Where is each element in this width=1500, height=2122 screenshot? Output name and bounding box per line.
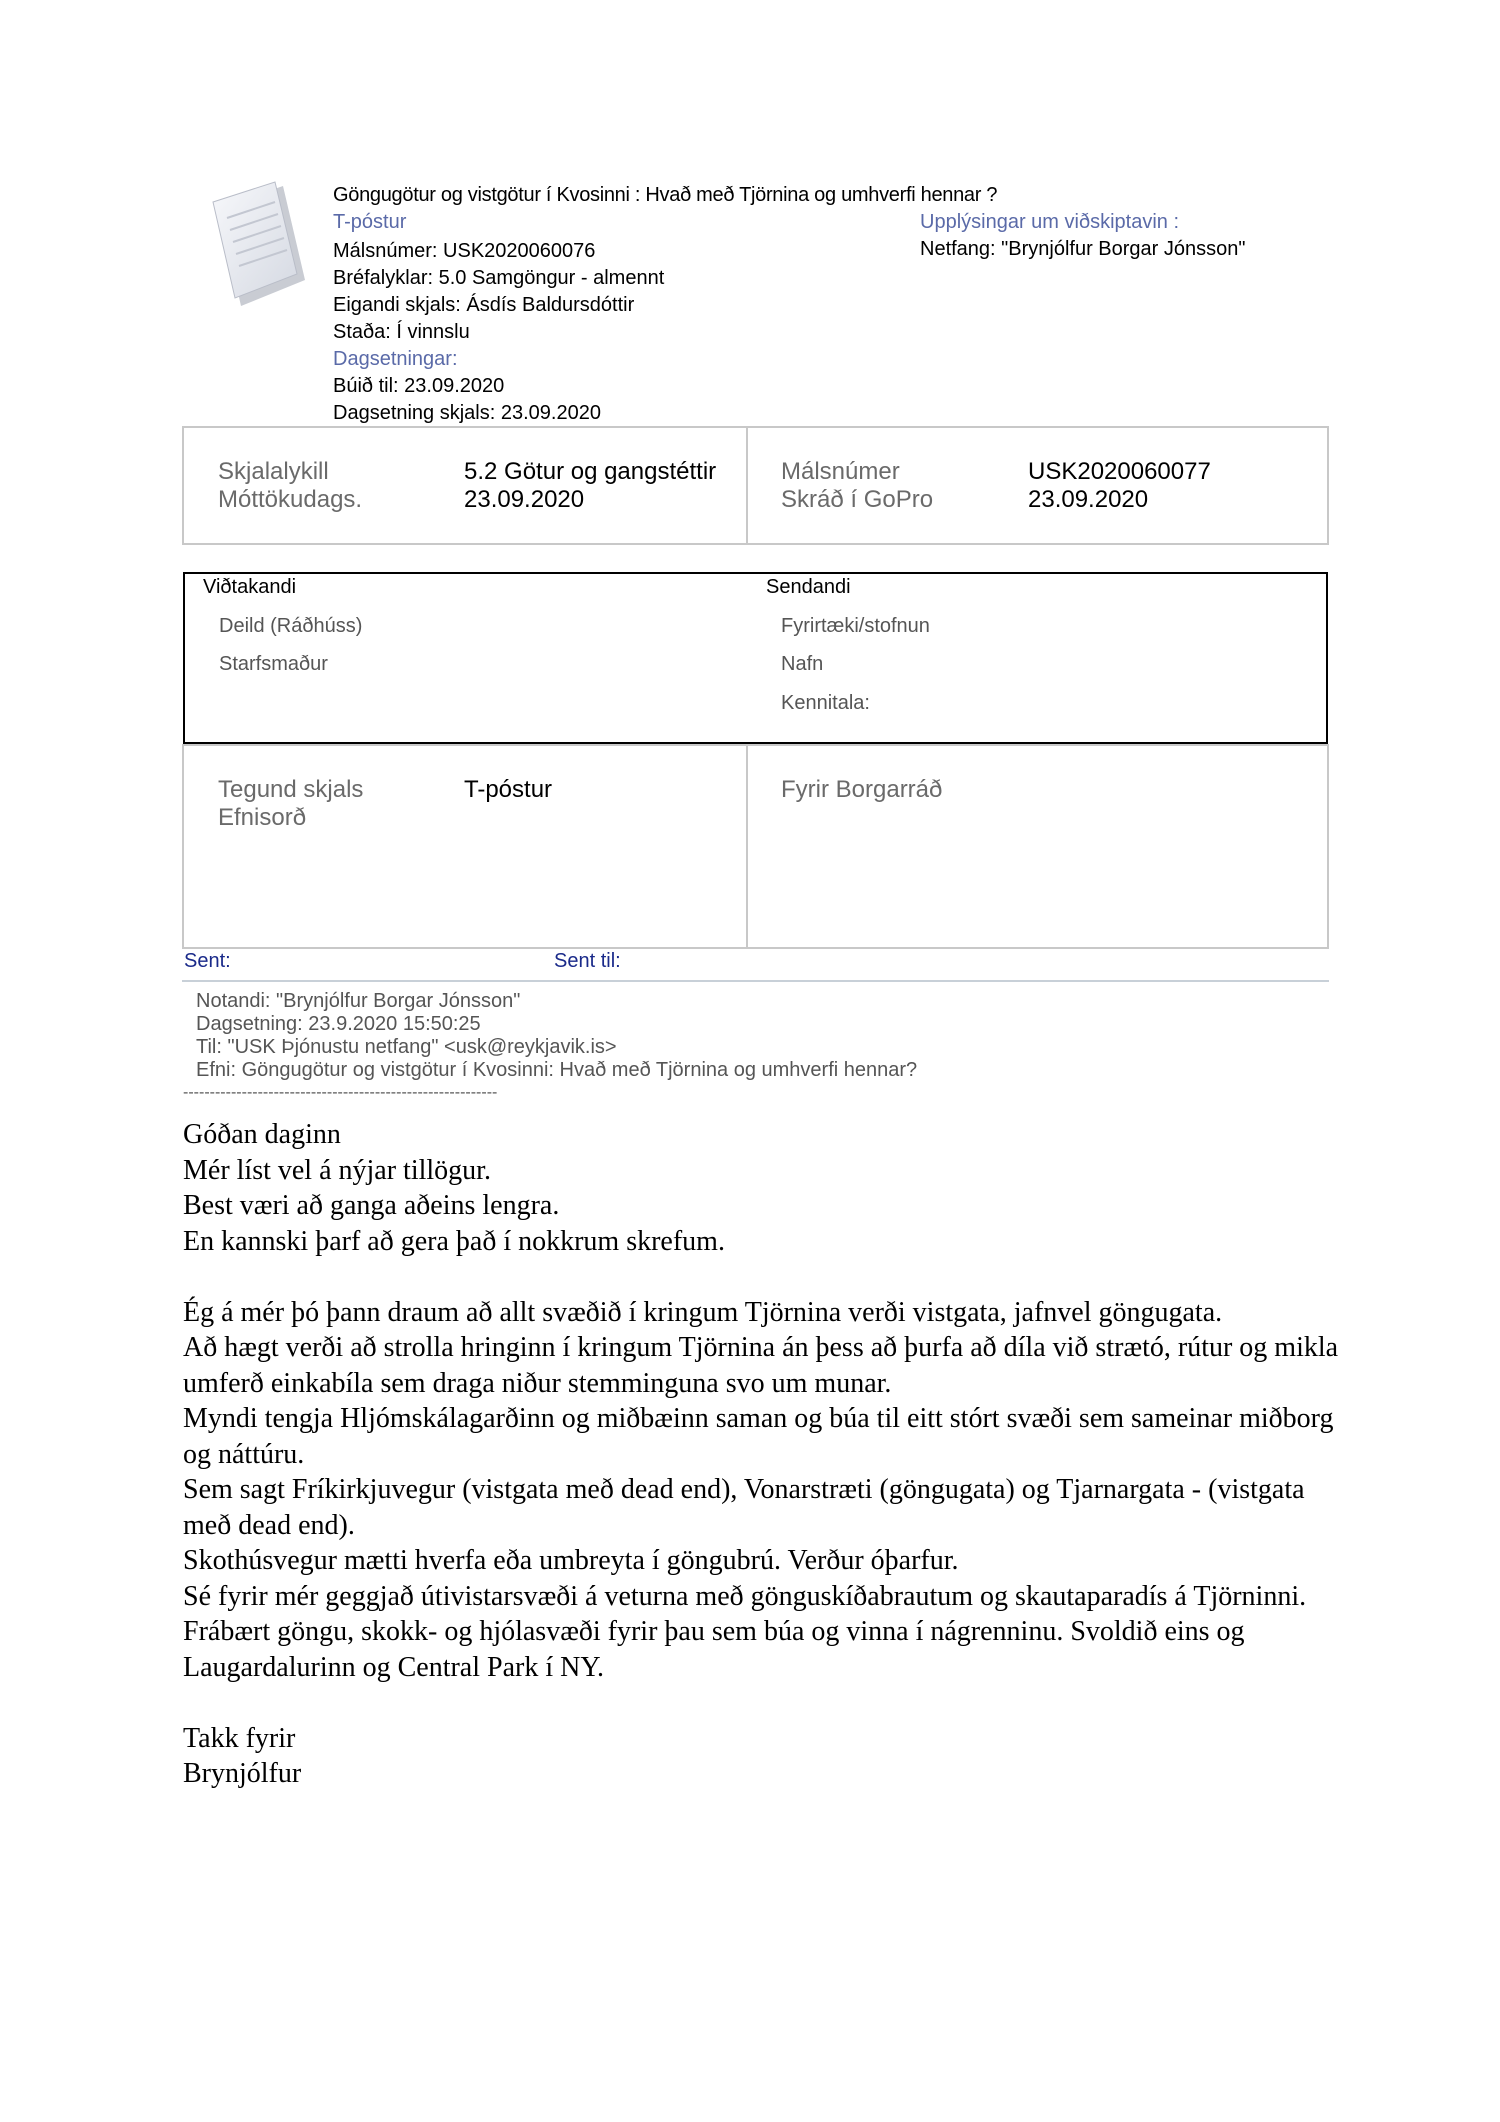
document-title: Göngugötur og vistgötur í Kvosinni : Hvað með Tjörnina og umhverfi hennar ?: [333, 184, 998, 206]
file-key-value: 5.2 Götur og gangstéttir: [464, 458, 717, 485]
parties-box: [183, 572, 1328, 744]
separator-line: -----------------------------------------------------------: [183, 1084, 498, 1101]
classification-box: [182, 744, 1329, 949]
file-key: Bréfalyklar: 5.0 Samgöngur - almennt: [333, 267, 665, 289]
document-icon: [205, 178, 315, 318]
email-subject: Efni: Göngugötur og vistgötur í Kvosinni: Hvað með Tjörnina og umhverfi hennar?: [196, 1059, 918, 1081]
document-type-value: T-póstur: [464, 776, 553, 803]
gopro-date-label: Skráð í GoPro: [781, 486, 934, 513]
dates-label: Dagsetningar:: [333, 348, 458, 370]
subject-label: Efnisorð: [218, 804, 307, 831]
case-number-label: Málsnúmer: [781, 458, 900, 485]
gopro-date-value: 23.09.2020: [1028, 486, 1149, 513]
case-number-value: USK2020060077: [1028, 458, 1211, 485]
document-type-label: Tegund skjals: [218, 776, 364, 803]
name-label: Nafn: [781, 653, 824, 675]
email-body: Góðan daginn Mér líst vel á nýjar tillögur. Best væri að ganga aðeins lengra. En kannski þarf að gera það í nokkrum skrefum. Ég á mér þó þann draum að allt svæðið í kringum Tjörnina verði vistgata, jafnvel göngugata. Að hægt verði að strolla hringinn í kringum Tjörnina án þess að þurfa að díla við strætó, rútur og mikla umferð einkabíla sem draga niður stemminguna svo um munar. Myndi tengja Hljómskálagarðinn og miðbæinn saman og búa til eitt stórt svæði sem sameinar miðborg og náttúru. Sem sagt Fríkirkjuvegur (vistgata með dead end), Vonarstræti (göngugata) og Tjarnargata - (vistgata með dead end). Skothúsvegur mætti hverfa eða umbreyta í göngubrú. Verður óþarfur. Sé fyrir mér geggjað útivistarsvæði á veturna með gönguskíðabrautum og skautaparadís á Tjörninni. Frábært göngu, skokk- og hjólasvæði fyrir þau sem búa og vinna í nágrenninu. Svoldið eins og Laugardalurinn og Central Park í NY. Takk fyrir Brynjólfur: [183, 1119, 1339, 1789]
sent-to-label: Sent til:: [554, 950, 621, 972]
email-to: Til: "USK Þjónustu netfang" <usk@reykjavik.is>: [196, 1036, 617, 1058]
status: Staða: Í vinnslu: [333, 321, 470, 343]
created-date: Búið til: 23.09.2020: [333, 375, 505, 397]
employee-label: Starfsmaður: [219, 653, 328, 675]
document-owner: Eigandi skjals: Ásdís Baldursdóttir: [333, 294, 635, 316]
received-date-label: Móttökudags.: [218, 486, 363, 513]
company-label: Fyrirtæki/stofnun: [781, 615, 930, 637]
recipient-heading: Viðtakandi: [203, 576, 297, 598]
sender-heading: Sendandi: [766, 576, 851, 598]
sent-label: Sent:: [184, 950, 231, 972]
customer-info-label: Upplýsingar um viðskiptavin :: [920, 211, 1179, 233]
customer-email: Netfang: "Brynjólfur Borgar Jónsson": [920, 238, 1246, 260]
document-date: Dagsetning skjals: 23.09.2020: [333, 402, 601, 424]
box-divider: [746, 744, 748, 949]
for-council-label: Fyrir Borgarráð: [781, 776, 943, 803]
received-date-value: 23.09.2020: [464, 486, 585, 513]
case-number: Málsnúmer: USK2020060076: [333, 240, 596, 262]
email-date: Dagsetning: 23.9.2020 15:50:25: [196, 1013, 481, 1035]
id-number-label: Kennitala:: [781, 692, 870, 714]
box-divider: [746, 426, 748, 545]
department-label: Deild (Ráðhúss): [219, 615, 363, 637]
document-type-label: T-póstur: [333, 211, 407, 233]
email-user: Notandi: "Brynjólfur Borgar Jónsson": [196, 990, 521, 1012]
divider: [182, 980, 1329, 982]
file-key-label: Skjalalykill: [218, 458, 329, 485]
